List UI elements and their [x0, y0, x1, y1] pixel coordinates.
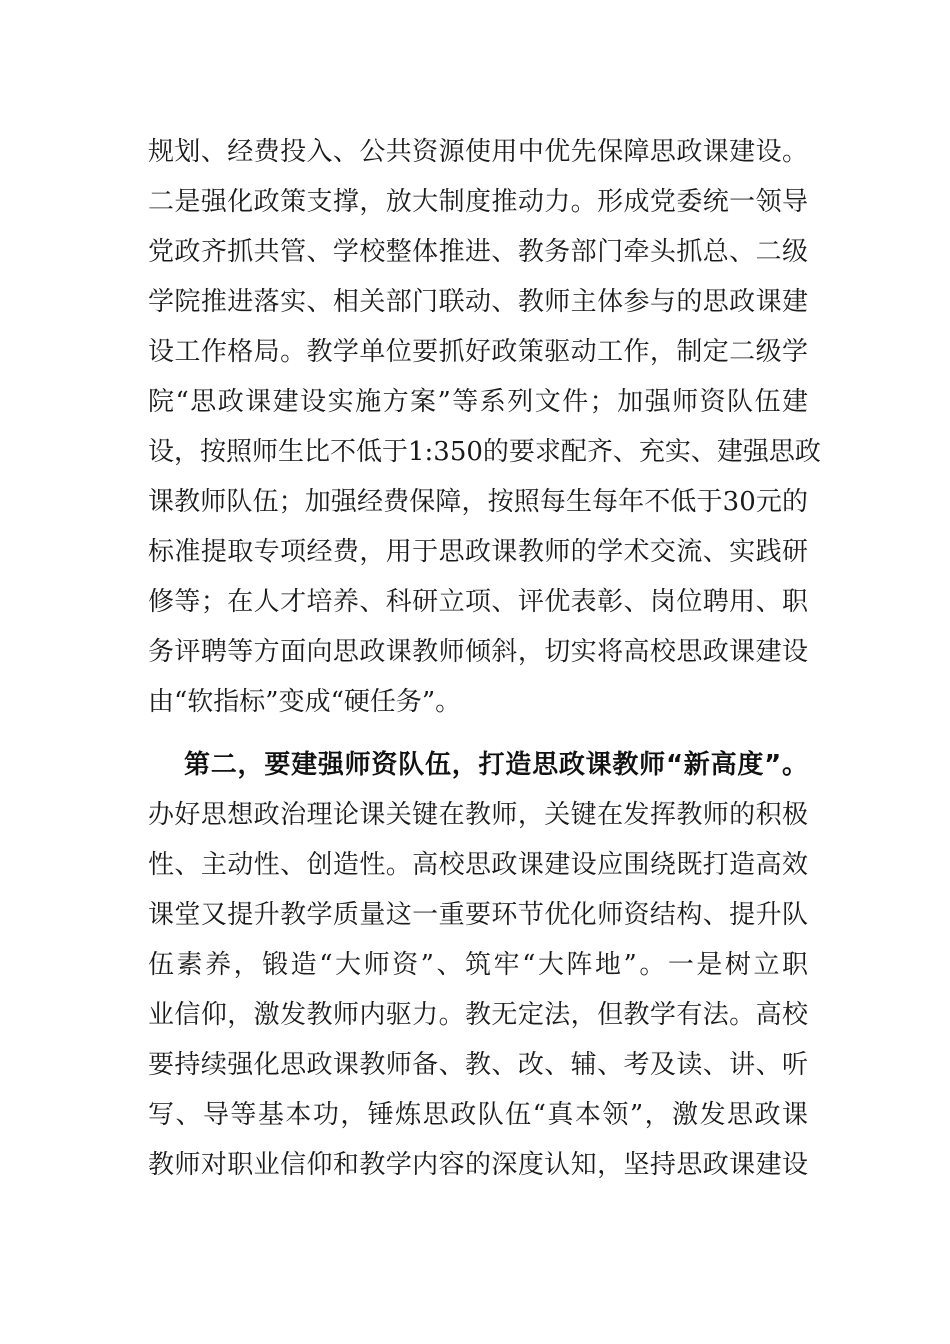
text-line: 要持续强化思政课教师备、教、改、辅、考及读、讲、听 — [148, 1050, 808, 1080]
text-line: 写、导等基本功，锤炼思政队伍“真本领”，激发思政课 — [148, 1100, 808, 1130]
text-line: 由“软指标”变成“硬任务”。 — [148, 687, 462, 717]
text-line: 性、主动性、创造性。高校思政课建设应围绕既打造高效 — [148, 850, 808, 880]
text-line: 修等；在人才培养、科研立项、评优表彰、岗位聘用、职 — [148, 587, 808, 617]
section-heading: 第二，要建强师资队伍，打造思政课教师“新高度”。 — [184, 750, 808, 780]
text-line: 规划、经费投入、公共资源使用中优先保障思政课建设。 — [148, 137, 808, 167]
text-line: 业信仰，激发教师内驱力。教无定法，但教学有法。高校 — [148, 1000, 808, 1030]
text-line: 设，按照师生比不低于1:350的要求配齐、充实、建强思政 — [148, 437, 821, 467]
text-line: 办好思想政治理论课关键在教师，关键在发挥教师的积极 — [148, 800, 808, 830]
text-line: 设工作格局。教学单位要抓好政策驱动工作，制定二级学 — [148, 337, 808, 367]
text-line: 教师对职业信仰和教学内容的深度认知，坚持思政课建设 — [148, 1150, 808, 1180]
text-line: 课堂又提升教学质量这一重要环节优化师资结构、提升队 — [148, 900, 808, 930]
text-line: 伍素养，锻造“大师资”、筑牢“大阵地”。一是树立职 — [148, 950, 808, 980]
text-line: 学院推进落实、相关部门联动、教师主体参与的思政课建 — [148, 287, 808, 317]
text-line: 二是强化政策支撑，放大制度推动力。形成党委统一领导 — [148, 187, 808, 217]
text-line: 党政齐抓共管、学校整体推进、教务部门牵头抓总、二级 — [148, 237, 808, 267]
text-line: 课教师队伍；加强经费保障，按照每生每年不低于30元的 — [148, 487, 808, 517]
text-line: 院“思政课建设实施方案”等系列文件；加强师资队伍建 — [148, 387, 808, 417]
text-line: 务评聘等方面向思政课教师倾斜，切实将高校思政课建设 — [148, 637, 808, 667]
text-line: 标准提取专项经费，用于思政课教师的学术交流、实践研 — [148, 537, 808, 567]
